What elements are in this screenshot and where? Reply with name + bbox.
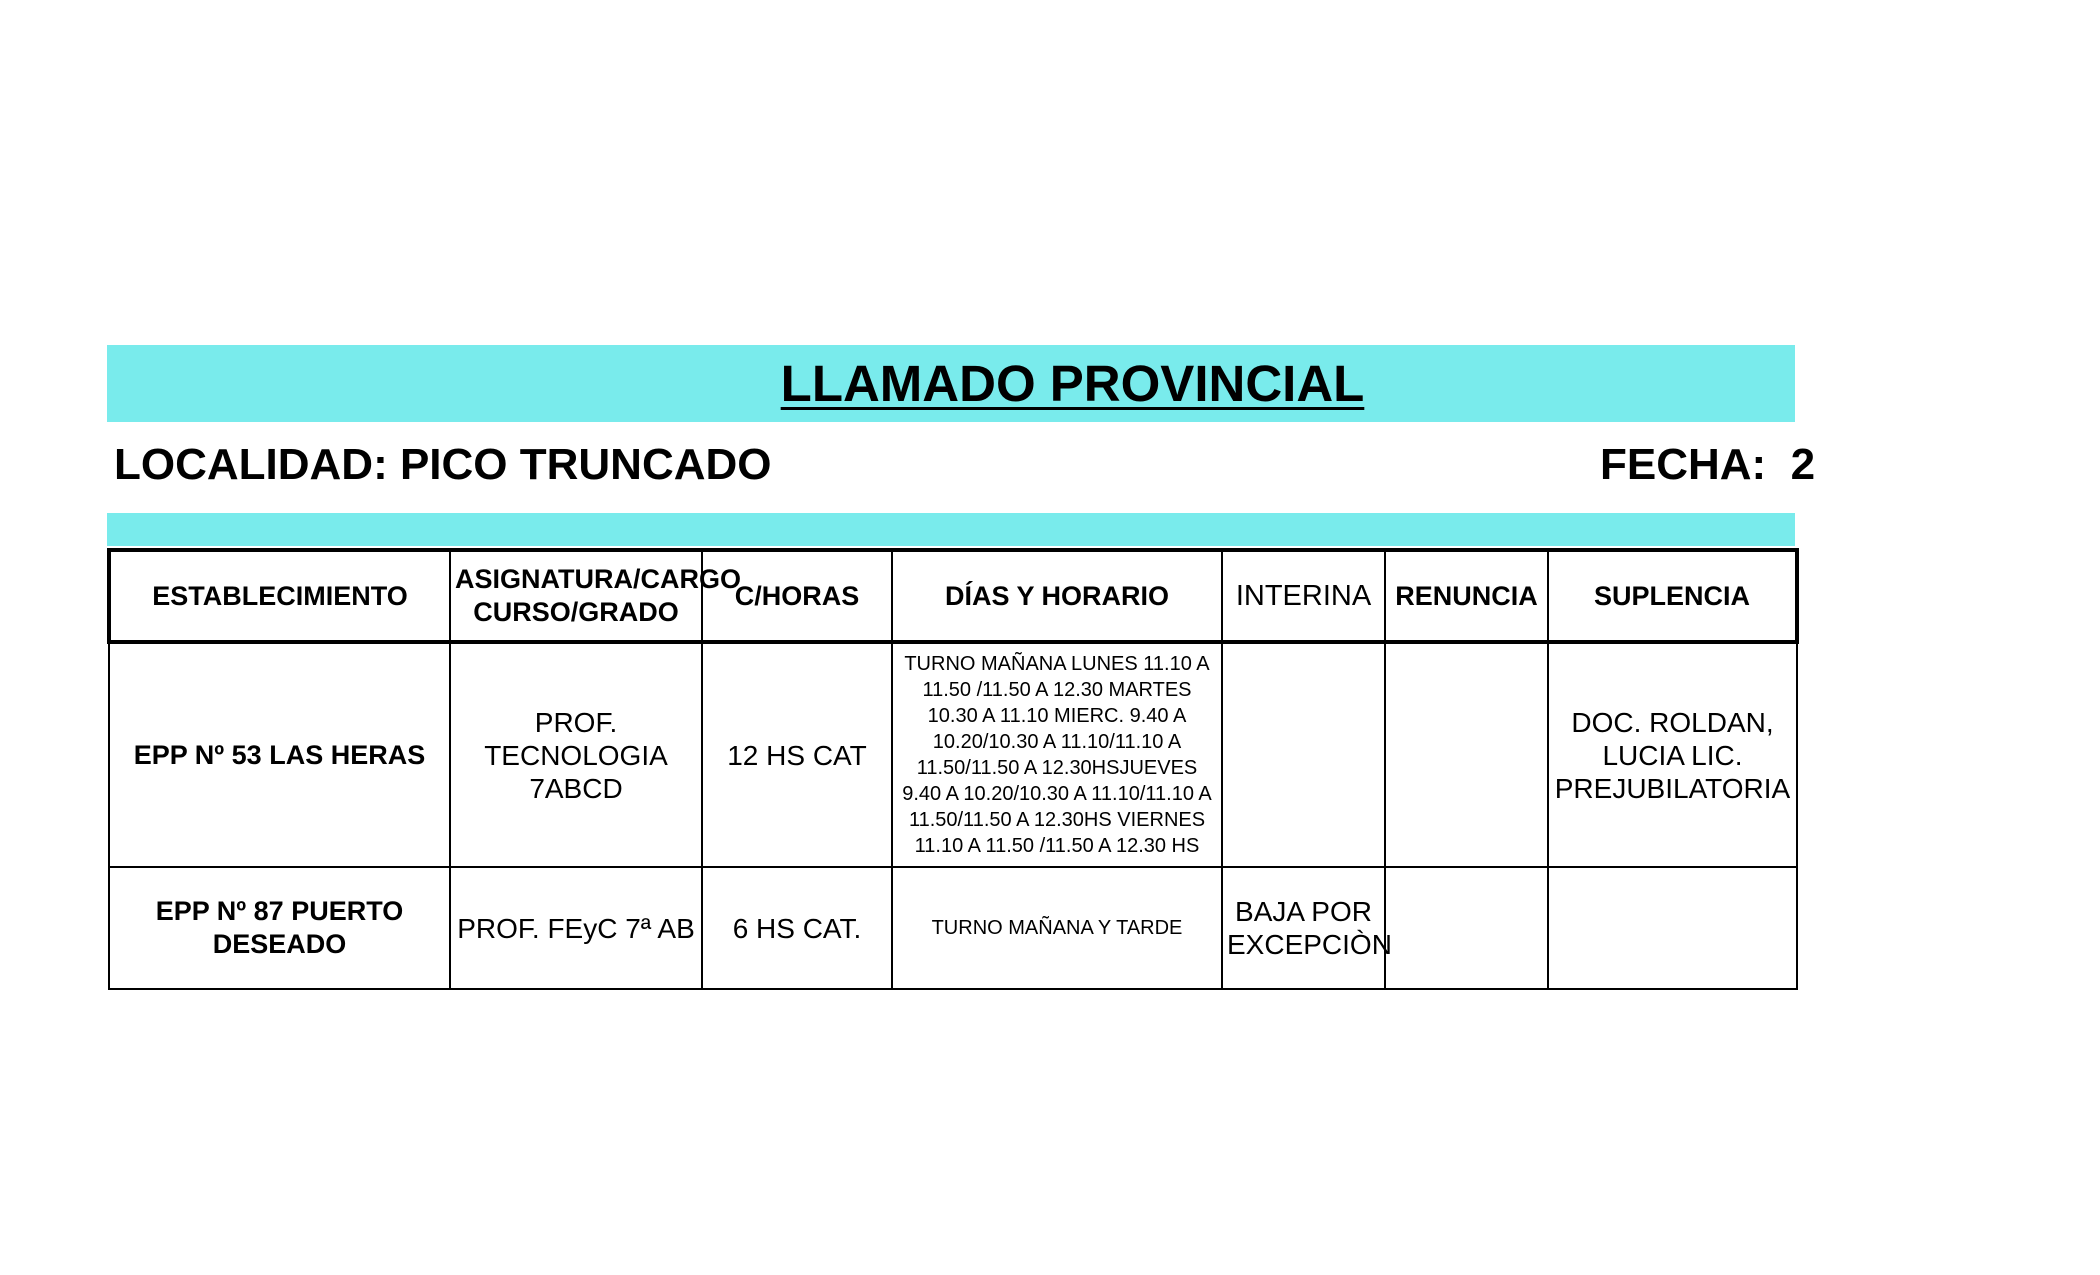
cell-renuncia (1385, 867, 1548, 989)
cell-horas: 6 HS CAT. (702, 867, 892, 989)
col-header-establecimiento: ESTABLECIMIENTO (109, 550, 450, 642)
fecha-container (1600, 440, 1816, 500)
col-header-renuncia: RENUNCIA (1385, 550, 1548, 642)
col-header-suplencia: SUPLENCIA (1548, 550, 1797, 642)
cell-establecimiento: EPP Nº 87 PUERTO DESEADO (109, 867, 450, 989)
page-title: LLAMADO PROVINCIAL (780, 355, 1365, 412)
col-header-interina: INTERINA (1222, 550, 1385, 642)
llamado-table (107, 548, 1799, 990)
cell-interina: BAJA POR EXCEPCIÒN (1222, 867, 1385, 989)
cell-horario: TURNO MAÑANA LUNES 11.10 A 11.50 /11.50 A 12.30 MARTES 10.30 A 11.10 MIERC. 9.40 A 10.20/10.30 A 11.10/11.10 A 11.50/11.50 A 12.30HSJUEVES 9.40 A 10.20/10.30 A 11.10/11.10 A 11.50/11.50 A 12.30HS VIERNES 11.10 A 11.50 /11.50 A 12.30 HS (892, 642, 1222, 867)
sub-band (107, 513, 1795, 546)
cell-horas: 12 HS CAT (702, 642, 892, 867)
cell-horario: TURNO MAÑANA Y TARDE (892, 867, 1222, 989)
cell-asignatura: PROF. FEyC 7ª AB (450, 867, 702, 989)
table-header-row (109, 550, 1797, 642)
table-row (109, 642, 1797, 867)
localidad-label: LOCALIDAD: PICO TRUNCADO (114, 440, 772, 489)
cell-establecimiento: EPP Nº 53 LAS HERAS (109, 642, 450, 867)
col-header-horas: C/HORAS (702, 550, 892, 642)
cell-suplencia: DOC. ROLDAN, LUCIA LIC. PREJUBILATORIA (1548, 642, 1797, 867)
table-row (109, 867, 1797, 989)
cell-renuncia (1385, 642, 1548, 867)
fecha-label: FECHA: 2 (1600, 440, 1816, 489)
col-header-asignatura: ASIGNATURA/CARGO CURSO/GRADO (450, 550, 702, 642)
cell-interina (1222, 642, 1385, 867)
cell-asignatura: PROF. TECNOLOGIA 7ABCD (450, 642, 702, 867)
cell-suplencia (1548, 867, 1797, 989)
col-header-horario: DÍAS Y HORARIO (892, 550, 1222, 642)
